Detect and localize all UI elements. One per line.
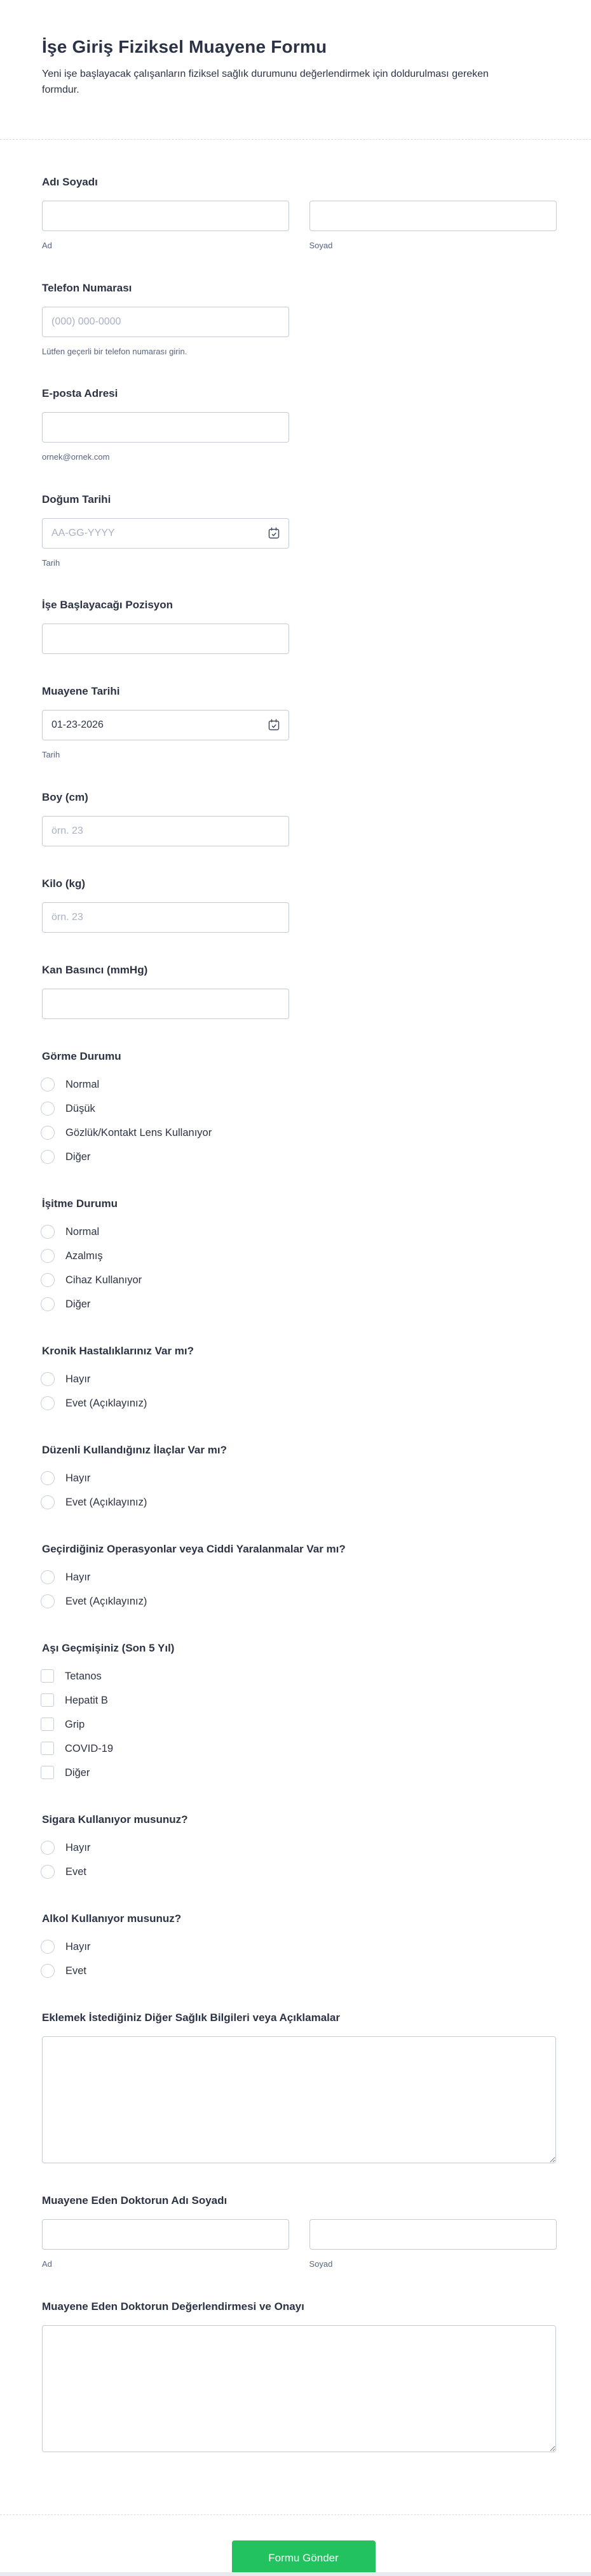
asi-gecmisi-option-3[interactable] (42, 1739, 113, 1758)
doktor-degerlendirmesi-textarea[interactable] (42, 2325, 556, 2452)
doktor-adi-soyadi-inputs (42, 2219, 556, 2250)
operasyon-yaralanma-option-0[interactable] (42, 1568, 90, 1587)
doktor-adi-soyadi-soyad-sublabel: Soyad (309, 2259, 333, 2269)
question-telefon-numarasi (42, 281, 556, 357)
muayene-tarihi-field (42, 710, 289, 740)
form-body (0, 140, 591, 2514)
kronik-hastaliklar-label: Kronik Hastalıklarınız Var mı? (42, 1344, 194, 1357)
adi-soyadi-inputs (42, 201, 556, 231)
gorme-durumu-option-2[interactable] (42, 1123, 212, 1142)
checkbox-icon[interactable] (41, 1693, 54, 1707)
asi-gecmisi-option-label: Grip (65, 1718, 85, 1730)
radio-icon[interactable] (41, 1372, 55, 1386)
question-gorme-durumu (42, 1050, 556, 1166)
gorme-durumu-option-3[interactable] (42, 1147, 90, 1166)
duzenli-ilaclar-option-label: Evet (Açıklayınız) (65, 1496, 147, 1508)
doktor-adi-soyadi-ad-input[interactable] (42, 2219, 289, 2250)
radio-icon[interactable] (41, 1841, 55, 1855)
kronik-hastaliklar-options (42, 1370, 556, 1413)
checkbox-icon[interactable] (41, 1766, 54, 1779)
asi-gecmisi-label: Aşı Geçmişiniz (Son 5 Yıl) (42, 1641, 175, 1654)
telefon-numarasi-label: Telefon Numarası (42, 281, 132, 294)
question-asi-gecmisi (42, 1641, 556, 1782)
question-kilo-kg (42, 877, 556, 933)
checkbox-icon[interactable] (41, 1669, 54, 1683)
question-dogum-tarihi (42, 493, 556, 568)
question-alkol (42, 1912, 556, 1980)
adi-soyadi-sublabels (42, 231, 556, 251)
muayene-tarihi-label: Muayene Tarihi (42, 685, 120, 698)
asi-gecmisi-option-1[interactable] (42, 1691, 108, 1710)
asi-gecmisi-options (42, 1667, 556, 1782)
kronik-hastaliklar-option-0[interactable] (42, 1370, 90, 1389)
operasyon-yaralanma-options (42, 1568, 556, 1611)
submit-button[interactable]: Formu Gönder (232, 2540, 376, 2576)
question-boy-cm (42, 791, 556, 846)
gorme-durumu-option-label: Diğer (65, 1151, 91, 1163)
diger-saglik-bilgileri-label: Eklemek İstediğiniz Diğer Sağlık Bilgileri veya Açıklamalar (42, 2011, 340, 2024)
diger-saglik-bilgileri-textarea[interactable] (42, 2036, 556, 2163)
alkol-label: Alkol Kullanıyor musunuz? (42, 1912, 182, 1925)
isitme-durumu-option-1[interactable] (42, 1246, 103, 1265)
telefon-numarasi-input[interactable] (42, 307, 289, 337)
sigara-options (42, 1838, 556, 1881)
duzenli-ilaclar-option-label: Hayır (65, 1472, 91, 1484)
isitme-durumu-option-label: Normal (65, 1225, 100, 1238)
gorme-durumu-option-label: Düşük (65, 1102, 95, 1114)
muayene-tarihi-sublabel: Tarih (42, 750, 60, 760)
radio-icon[interactable] (41, 1594, 55, 1608)
kilo-kg-label: Kilo (kg) (42, 877, 85, 890)
asi-gecmisi-option-label: Diğer (65, 1766, 90, 1779)
checkbox-icon[interactable] (41, 1718, 54, 1731)
radio-icon[interactable] (41, 1297, 55, 1311)
calendar-icon[interactable] (267, 718, 281, 732)
gorme-durumu-label: Görme Durumu (42, 1050, 121, 1062)
adi-soyadi-soyad-input[interactable] (309, 201, 557, 231)
adi-soyadi-ad-sublabel: Ad (42, 241, 52, 250)
gorme-durumu-option-label: Gözlük/Kontakt Lens Kullanıyor (65, 1126, 212, 1138)
asi-gecmisi-option-0[interactable] (42, 1667, 102, 1686)
asi-gecmisi-option-4[interactable] (42, 1763, 90, 1782)
kilo-kg-input[interactable] (42, 902, 289, 933)
telefon-numarasi-sublabel: Lütfen geçerli bir telefon numarası girin. (42, 346, 187, 356)
radio-icon[interactable] (41, 1273, 55, 1287)
question-duzenli-ilaclar (42, 1443, 556, 1512)
question-doktor-degerlendirmesi (42, 2300, 556, 2452)
question-kan-basinci-mmhg (42, 963, 556, 1019)
isitme-durumu-option-label: Diğer (65, 1298, 91, 1310)
radio-icon[interactable] (41, 1225, 55, 1239)
gorme-durumu-option-1[interactable] (42, 1099, 95, 1118)
isitme-durumu-options (42, 1222, 556, 1314)
asi-gecmisi-option-label: Hepatit B (65, 1694, 108, 1706)
dogum-tarihi-label: Doğum Tarihi (42, 493, 111, 505)
sigara-option-1[interactable] (42, 1862, 86, 1881)
asi-gecmisi-option-label: COVID-19 (65, 1742, 114, 1754)
radio-icon[interactable] (41, 1078, 55, 1091)
question-doktor-adi-soyadi (42, 2194, 556, 2269)
question-sigara (42, 1813, 556, 1881)
boy-cm-label: Boy (cm) (42, 791, 88, 803)
gorme-durumu-options (42, 1075, 556, 1166)
kronik-hastaliklar-option-label: Hayır (65, 1373, 91, 1385)
ise-baslayacagi-pozisyon-label: İşe Başlayacağı Pozisyon (42, 599, 173, 611)
alkol-option-1[interactable] (42, 1961, 86, 1980)
isitme-durumu-option-3[interactable] (42, 1295, 90, 1314)
alkol-options (42, 1937, 556, 1980)
operasyon-yaralanma-option-label: Evet (Açıklayınız) (65, 1595, 147, 1607)
ise-baslayacagi-pozisyon-input[interactable] (42, 624, 289, 654)
duzenli-ilaclar-option-1[interactable] (42, 1493, 147, 1512)
sigara-option-label: Evet (65, 1865, 87, 1878)
question-diger-saglik-bilgileri (42, 2011, 556, 2163)
question-e-posta-adresi (42, 387, 556, 462)
doktor-adi-soyadi-sublabels (42, 2250, 556, 2269)
radio-icon[interactable] (41, 1964, 55, 1978)
sigara-option-label: Hayır (65, 1841, 91, 1853)
adi-soyadi-ad-input[interactable] (42, 201, 289, 231)
form-description: Yeni işe başlayacak çalışanların fiziksel sağlık durumunu değerlendirmek için doldurulması gereken formdur. (42, 69, 489, 95)
boy-cm-input[interactable] (42, 816, 289, 846)
checkbox-icon[interactable] (41, 1742, 54, 1755)
kan-basinci-mmhg-label: Kan Basıncı (mmHg) (42, 963, 148, 976)
radio-icon[interactable] (41, 1126, 55, 1140)
radio-icon[interactable] (41, 1865, 55, 1879)
operasyon-yaralanma-option-1[interactable] (42, 1592, 147, 1611)
radio-icon[interactable] (41, 1396, 55, 1410)
doktor-adi-soyadi-label: Muayene Eden Doktorun Adı Soyadı (42, 2194, 228, 2206)
duzenli-ilaclar-options (42, 1469, 556, 1512)
e-posta-adresi-sublabel: ornek@ornek.com (42, 452, 110, 462)
dogum-tarihi-sublabel: Tarih (42, 557, 60, 568)
radio-icon[interactable] (41, 1940, 55, 1954)
e-posta-adresi-label: E-posta Adresi (42, 387, 118, 400)
adi-soyadi-soyad-sublabel: Soyad (309, 241, 333, 250)
question-operasyon-yaralanma (42, 1542, 556, 1611)
operasyon-yaralanma-label: Geçirdiğiniz Operasyonlar veya Ciddi Yaralanmalar Var mı? (42, 1542, 346, 1555)
alkol-option-label: Evet (65, 1965, 87, 1977)
operasyon-yaralanma-option-label: Hayır (65, 1571, 91, 1583)
page-title: İşe Giriş Fiziksel Muayene Formu (42, 37, 327, 57)
alkol-option-label: Hayır (65, 1940, 91, 1952)
doktor-adi-soyadi-soyad-input[interactable] (309, 2219, 557, 2250)
question-isitme-durumu (42, 1197, 556, 1314)
form-footer (0, 2514, 591, 2576)
dogum-tarihi-field (42, 518, 289, 549)
dogum-tarihi-input[interactable] (42, 518, 289, 549)
doktor-degerlendirmesi-label: Muayene Eden Doktorun Değerlendirmesi ve Onayı (42, 2300, 304, 2312)
page-bottom-strip (0, 2572, 591, 2576)
radio-icon[interactable] (41, 1102, 55, 1116)
question-ise-baslayacagi-pozisyon (42, 598, 556, 654)
radio-icon[interactable] (41, 1570, 55, 1584)
asi-gecmisi-option-2[interactable] (42, 1715, 85, 1734)
kan-basinci-mmhg-input[interactable] (42, 989, 289, 1019)
gorme-durumu-option-label: Normal (65, 1078, 100, 1090)
question-muayene-tarihi (42, 684, 556, 760)
doktor-adi-soyadi-ad-sublabel: Ad (42, 2259, 52, 2269)
asi-gecmisi-option-label: Tetanos (65, 1670, 102, 1682)
isitme-durumu-option-0[interactable] (42, 1222, 99, 1241)
e-posta-adresi-input[interactable] (42, 412, 289, 443)
radio-icon[interactable] (41, 1150, 55, 1164)
kronik-hastaliklar-option-1[interactable] (42, 1394, 147, 1413)
isitme-durumu-option-label: Azalmış (65, 1250, 103, 1262)
sigara-option-0[interactable] (42, 1838, 90, 1857)
question-adi-soyadi (42, 175, 556, 251)
duzenli-ilaclar-label: Düzenli Kullandığınız İlaçlar Var mı? (42, 1443, 227, 1456)
radio-icon[interactable] (41, 1249, 55, 1263)
kronik-hastaliklar-option-label: Evet (Açıklayınız) (65, 1397, 147, 1409)
form-header (0, 0, 591, 140)
duzenli-ilaclar-option-0[interactable] (42, 1469, 90, 1488)
gorme-durumu-option-0[interactable] (42, 1075, 99, 1094)
alkol-option-0[interactable] (42, 1937, 90, 1956)
isitme-durumu-label: İşitme Durumu (42, 1197, 118, 1210)
muayene-tarihi-input[interactable] (42, 710, 289, 740)
question-kronik-hastaliklar (42, 1344, 556, 1413)
adi-soyadi-label: Adı Soyadı (42, 176, 98, 188)
sigara-label: Sigara Kullanıyor musunuz? (42, 1813, 188, 1825)
radio-icon[interactable] (41, 1471, 55, 1485)
isitme-durumu-option-label: Cihaz Kullanıyor (65, 1274, 142, 1286)
radio-icon[interactable] (41, 1495, 55, 1509)
isitme-durumu-option-2[interactable] (42, 1271, 142, 1290)
calendar-icon[interactable] (267, 526, 281, 540)
